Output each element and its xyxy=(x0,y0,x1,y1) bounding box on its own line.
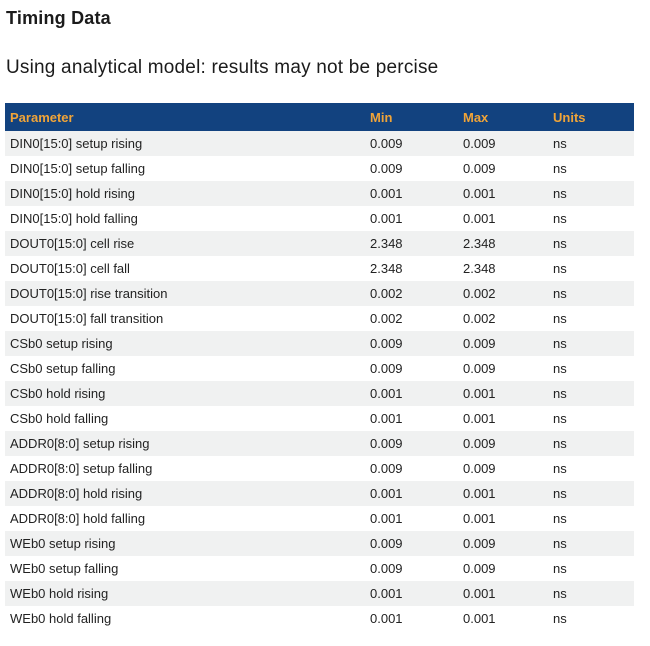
parameter-cell: DIN0[15:0] setup rising xyxy=(10,136,143,151)
min-cell: 0.009 xyxy=(370,361,403,376)
min-cell: 0.001 xyxy=(370,611,403,626)
units-cell: ns xyxy=(553,361,567,376)
max-cell: 0.001 xyxy=(463,386,496,401)
table-row xyxy=(5,556,634,581)
max-cell: 0.009 xyxy=(463,436,496,451)
column-header-parameter: Parameter xyxy=(5,103,370,131)
min-cell: 0.009 xyxy=(370,536,403,551)
max-cell: 0.009 xyxy=(463,161,496,176)
parameter-cell: DOUT0[15:0] cell fall xyxy=(10,261,130,276)
column-header-max: Max xyxy=(463,103,553,131)
table-row xyxy=(5,331,634,356)
units-cell: ns xyxy=(553,311,567,326)
table-row xyxy=(5,431,634,456)
units-cell: ns xyxy=(553,486,567,501)
units-cell: ns xyxy=(553,386,567,401)
table-row xyxy=(5,306,634,331)
min-cell: 0.009 xyxy=(370,161,403,176)
parameter-cell: WEb0 setup rising xyxy=(10,536,116,551)
min-cell: 0.001 xyxy=(370,386,403,401)
table-row xyxy=(5,481,634,506)
table-row xyxy=(5,156,634,181)
max-cell: 0.009 xyxy=(463,136,496,151)
min-cell: 0.002 xyxy=(370,311,403,326)
table-row xyxy=(5,256,634,281)
parameter-cell: WEb0 hold falling xyxy=(10,611,112,626)
units-cell: ns xyxy=(553,136,567,151)
table-row xyxy=(5,456,634,481)
max-cell: 0.009 xyxy=(463,461,496,476)
column-header-units: Units xyxy=(553,103,634,131)
min-cell: 2.348 xyxy=(370,236,403,251)
parameter-cell: ADDR0[8:0] hold falling xyxy=(10,511,146,526)
units-cell: ns xyxy=(553,511,567,526)
table-row xyxy=(5,181,634,206)
table-row xyxy=(5,606,634,631)
min-cell: 0.009 xyxy=(370,336,403,351)
units-cell: ns xyxy=(553,161,567,176)
max-cell: 0.009 xyxy=(463,361,496,376)
units-cell: ns xyxy=(553,561,567,576)
parameter-cell: ADDR0[8:0] hold rising xyxy=(10,486,143,501)
max-cell: 0.001 xyxy=(463,486,496,501)
units-cell: ns xyxy=(553,436,567,451)
table-row xyxy=(5,381,634,406)
parameter-cell: WEb0 setup falling xyxy=(10,561,119,576)
page-title: Timing Data xyxy=(6,8,111,28)
parameter-cell: CSb0 hold rising xyxy=(10,386,106,401)
table-row xyxy=(5,131,634,156)
max-cell: 0.001 xyxy=(463,411,496,426)
parameter-cell: ADDR0[8:0] setup rising xyxy=(10,436,150,451)
table-row xyxy=(5,356,634,381)
parameter-cell: WEb0 hold rising xyxy=(10,586,109,601)
max-cell: 0.009 xyxy=(463,336,496,351)
max-cell: 0.002 xyxy=(463,286,496,301)
table-row xyxy=(5,506,634,531)
table-row xyxy=(5,281,634,306)
units-cell: ns xyxy=(553,336,567,351)
min-cell: 0.009 xyxy=(370,461,403,476)
min-cell: 0.001 xyxy=(370,486,403,501)
timing-data-table xyxy=(5,103,634,631)
min-cell: 0.001 xyxy=(370,586,403,601)
min-cell: 0.009 xyxy=(370,436,403,451)
min-cell: 0.001 xyxy=(370,411,403,426)
max-cell: 0.009 xyxy=(463,561,496,576)
min-cell: 0.009 xyxy=(370,561,403,576)
max-cell: 0.001 xyxy=(463,611,496,626)
column-header-min: Min xyxy=(370,103,463,131)
min-cell: 0.001 xyxy=(370,211,403,226)
parameter-cell: CSb0 setup rising xyxy=(10,336,113,351)
max-cell: 0.001 xyxy=(463,511,496,526)
max-cell: 2.348 xyxy=(463,261,496,276)
units-cell: ns xyxy=(553,286,567,301)
table-row xyxy=(5,231,634,256)
table-row xyxy=(5,206,634,231)
max-cell: 2.348 xyxy=(463,236,496,251)
units-cell: ns xyxy=(553,186,567,201)
table-body xyxy=(5,131,634,631)
min-cell: 0.001 xyxy=(370,511,403,526)
parameter-cell: ADDR0[8:0] setup falling xyxy=(10,461,153,476)
parameter-cell: DIN0[15:0] hold falling xyxy=(10,211,138,226)
parameter-cell: CSb0 setup falling xyxy=(10,361,116,376)
min-cell: 0.001 xyxy=(370,186,403,201)
table-row xyxy=(5,581,634,606)
max-cell: 0.001 xyxy=(463,186,496,201)
parameter-cell: DIN0[15:0] hold rising xyxy=(10,186,136,201)
max-cell: 0.009 xyxy=(463,536,496,551)
min-cell: 0.002 xyxy=(370,286,403,301)
units-cell: ns xyxy=(553,236,567,251)
units-cell: ns xyxy=(553,461,567,476)
parameter-cell: DOUT0[15:0] rise transition xyxy=(10,286,168,301)
max-cell: 0.002 xyxy=(463,311,496,326)
max-cell: 0.001 xyxy=(463,586,496,601)
units-cell: ns xyxy=(553,211,567,226)
table-row xyxy=(5,406,634,431)
units-cell: ns xyxy=(553,411,567,426)
max-cell: 0.001 xyxy=(463,211,496,226)
parameter-cell: CSb0 hold falling xyxy=(10,411,109,426)
units-cell: ns xyxy=(553,611,567,626)
table-header-row xyxy=(5,103,634,131)
min-cell: 2.348 xyxy=(370,261,403,276)
min-cell: 0.009 xyxy=(370,136,403,151)
parameter-cell: DOUT0[15:0] fall transition xyxy=(10,311,164,326)
page-subtitle: Using analytical model: results may not be percise xyxy=(6,57,439,78)
table-header xyxy=(5,103,634,131)
units-cell: ns xyxy=(553,586,567,601)
parameter-cell: DOUT0[15:0] cell rise xyxy=(10,236,135,251)
table-row xyxy=(5,531,634,556)
units-cell: ns xyxy=(553,261,567,276)
units-cell: ns xyxy=(553,536,567,551)
parameter-cell: DIN0[15:0] setup falling xyxy=(10,161,146,176)
